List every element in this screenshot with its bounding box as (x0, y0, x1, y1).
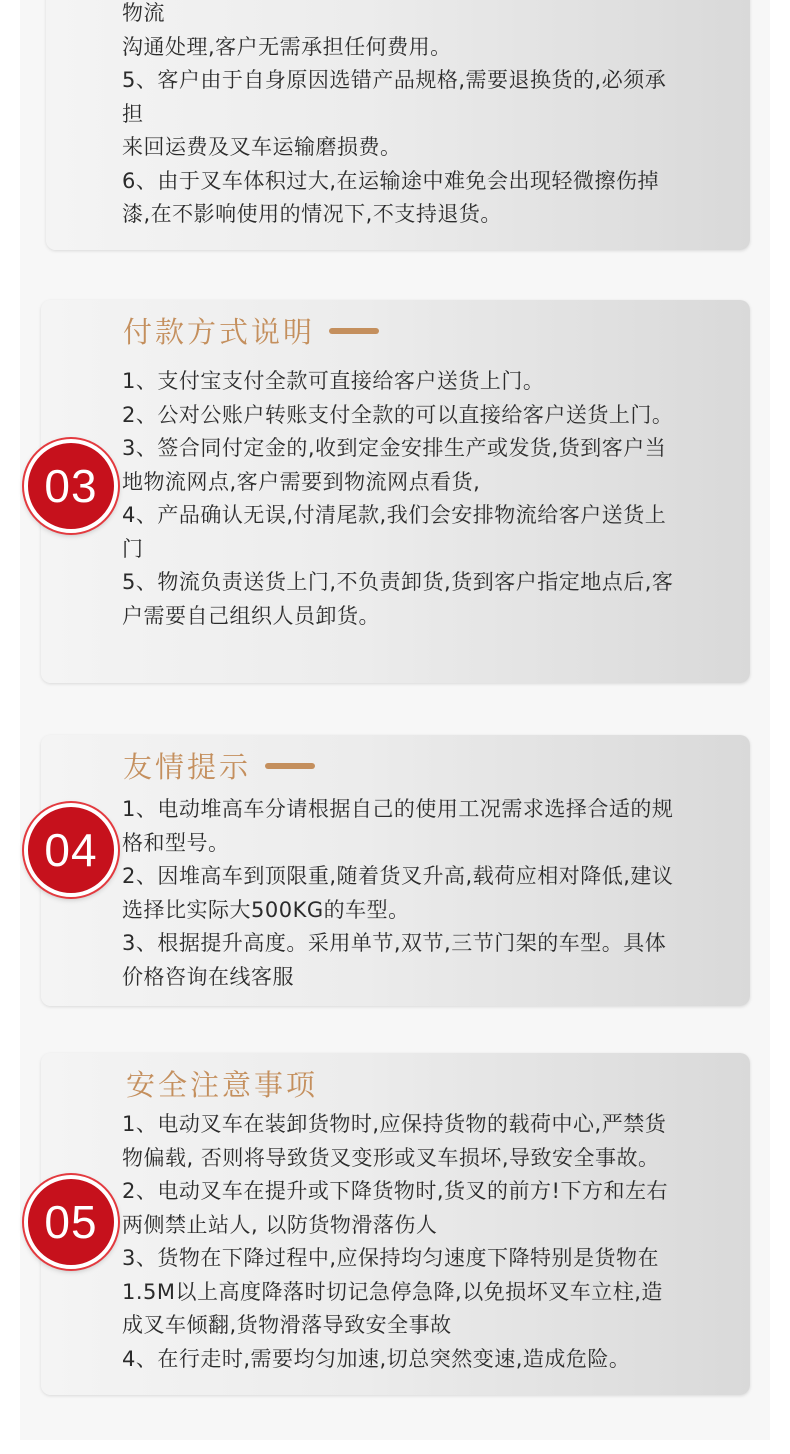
text-line: 价格咨询在线客服 (122, 964, 294, 989)
section-number: 05 (44, 1196, 98, 1248)
text-line: 沟通处理,客户无需承担任何费用。 (122, 34, 452, 59)
text-line: 3、货物在下降过程中,应保持均匀速度下降特别是货物在 (122, 1246, 660, 1270)
payment-methods-heading (123, 310, 379, 351)
text-line: 5、物流负责送货上门,不负责卸货,货到客户指定地点后,客 (122, 570, 674, 594)
text-line: 4、在行走时,需要均匀加速,切总突然变速,造成危险。 (122, 1346, 631, 1371)
text-line: 门 (122, 536, 144, 561)
section-number-badge (24, 1175, 118, 1269)
text-line: 2、公对公账户转账支付全款的可以直接给客户送货上门。 (122, 402, 674, 427)
text-line: 2、电动叉车在提升或下降货物时,货叉的前方!下方和左右 (122, 1179, 668, 1203)
text-line: 来回运费及叉车运输磨损费。 (122, 135, 402, 159)
section-number: 03 (44, 460, 98, 512)
payment-methods-text (122, 365, 673, 633)
section-number-badge (24, 439, 118, 533)
heading-accent-bar (265, 763, 315, 769)
heading-accent-bar (329, 328, 379, 334)
section-title: 安全注意事项 (126, 1068, 319, 1102)
text-line: 选择比实际大500KG的车型。 (122, 897, 410, 922)
text-line: 2、因堆高车到顶限重,随着货叉升高,载荷应相对降低,建议 (122, 864, 674, 888)
text-line: 两侧禁止站人, 以防货物滑落伤人 (122, 1212, 438, 1237)
text-line: 3、根据提升高度。采用单节,双节,三节门架的车型。具体 (122, 931, 667, 955)
friendly-tips-text (122, 793, 673, 994)
text-line: 物偏载, 否则将导致货叉变形或叉车损坏,导致安全事故。 (122, 1145, 660, 1170)
text-line: 漆,在不影响使用的情况下,不支持退货。 (122, 202, 502, 226)
text-line: 成叉车倾翻,货物滑落导致安全事故 (122, 1313, 452, 1337)
text-line: 地物流网点,客户需要到物流网点看货, (122, 469, 481, 494)
text-line: 5、客户由于自身原因选错产品规格,需要退换货的,必须承 (122, 68, 667, 92)
text-line: 担 (122, 101, 144, 126)
text-line: 1、电动堆高车分请根据自己的使用工况需求选择合适的规 (122, 797, 674, 821)
text-line: 6、由于叉车体积过大,在运输途中难免会出现轻微擦伤掉 (122, 168, 660, 193)
section-title: 付款方式说明 (123, 315, 316, 349)
text-line: 1、支付宝支付全款可直接给客户送货上门。 (122, 369, 545, 393)
text-line: 1.5M以上高度降落时切记急停急降,以免损坏叉车立柱,造 (122, 1279, 663, 1304)
returns-policy-text (122, 0, 666, 232)
section-title: 友情提示 (123, 750, 252, 784)
text-line: 户需要自己组织人员卸货。 (122, 603, 380, 628)
text-line: 4、产品确认无误,付清尾款,我们会安排物流给客户送货上 (122, 503, 667, 527)
section-number-badge (24, 803, 118, 897)
text-line: 1、电动叉车在装卸货物时,应保持货物的载荷中心,严禁货 (122, 1112, 667, 1136)
section-number: 04 (44, 824, 98, 876)
text-line: 物流 (122, 1, 165, 25)
text-line: 3、签合同付定金的,收到定金安排生产或发货,货到客户当 (122, 436, 667, 460)
safety-notes-text (122, 1108, 668, 1376)
friendly-tips-heading (123, 745, 315, 786)
safety-notes-heading (126, 1063, 318, 1104)
text-line: 格和型号。 (122, 830, 230, 855)
